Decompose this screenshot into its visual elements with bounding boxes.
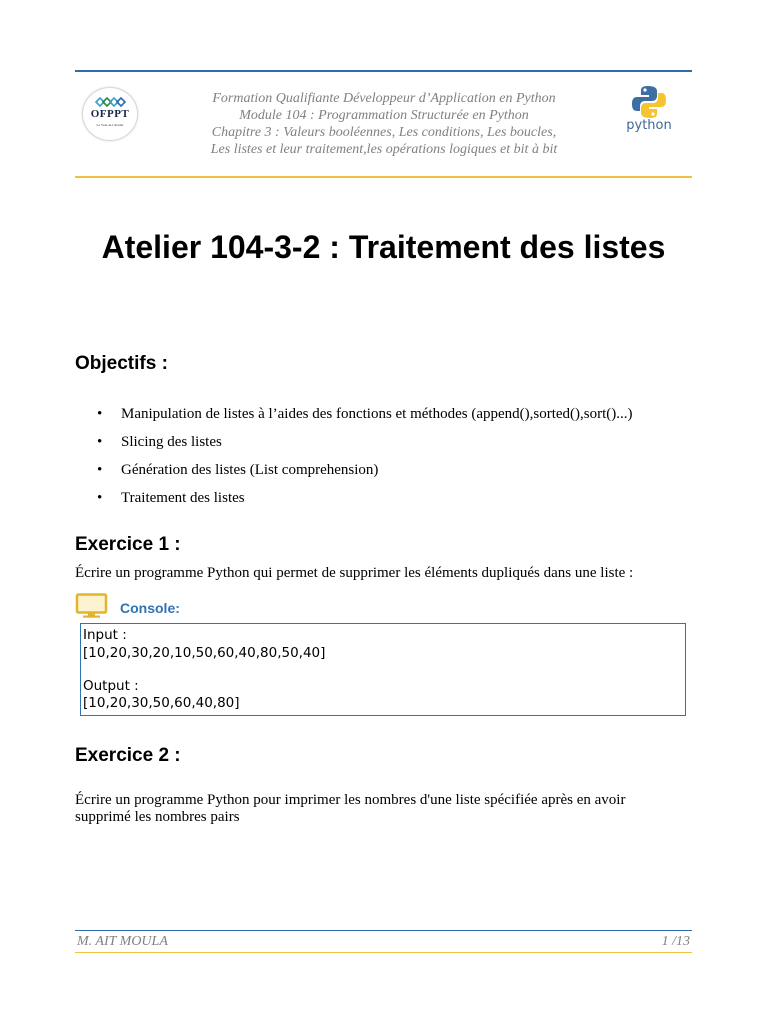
bullet-icon: • [97,462,103,478]
list-item-text: Slicing des listes [121,434,222,450]
header-line: Formation Qualifiante Développeur d’Application en Python [212,91,556,106]
console-line: Output : [83,678,139,694]
header-line: Les listes et leur traitement,les opérations logiques et bit à bit [210,142,558,157]
list-item [75,405,695,433]
console-header [75,593,275,619]
console-line: Input : [83,627,127,643]
footer-author: M. AIT MOULA [77,934,168,949]
console-line: [10,20,30,20,10,50,60,40,80,50,40] [83,645,326,661]
exercise2-heading: Exercice 2 : [75,745,181,766]
list-item-text: Manipulation de listes à l’aides des fonctions et méthodes (append(),sorted(),sort()...) [121,406,633,422]
ofppt-logo-text: OFPPT [90,108,130,120]
exercise1-text: Écrire un programme Python qui permet de supprimer les éléments dupliqués dans une liste : [75,565,634,581]
list-item [75,461,695,489]
page-title: Atelier 104-3-2 : Traitement des listes [101,229,666,265]
list-item [75,433,695,461]
ofppt-logo [82,87,138,141]
python-logo [622,85,676,137]
console-line: [10,20,30,50,60,40,80] [83,695,240,711]
bullet-icon: • [97,406,103,422]
bullet-icon: • [97,490,103,506]
python-icon [631,85,667,119]
exercise1-heading: Exercice 1 : [75,534,181,555]
header-line: Module 104 : Programmation Structurée en Python [239,108,529,123]
objectives-list [75,405,695,517]
bullet-icon: • [97,434,103,450]
monitor-icon [75,593,109,619]
header-top-rule [75,70,692,72]
objectives-heading: Objectifs : [75,353,168,374]
list-item-text: Traitement des listes [121,490,245,506]
list-item [75,489,695,517]
list-item-text: Génération des listes (List comprehension) [121,462,379,478]
header-line: Chapitre 3 : Valeurs booléennes, Les conditions, Les boucles, [211,125,557,140]
console-output-box [80,623,686,716]
header-bottom-rule [75,176,692,178]
footer-bottom-rule [75,952,692,953]
footer-top-rule [75,930,692,931]
ofppt-logo-tagline: La Voie de l'Avenir [96,123,124,127]
python-logo-text: python [626,118,672,133]
footer-page-number: 1 /13 [661,934,690,949]
ofppt-mark-icon [94,96,126,108]
console-label: Console: [120,600,180,616]
exercise2-text: Écrire un programme Python pour imprimer les nombres d'une liste spécifiée après en avoir supprimé les nombres pairs [75,792,626,825]
header-text [150,90,618,158]
